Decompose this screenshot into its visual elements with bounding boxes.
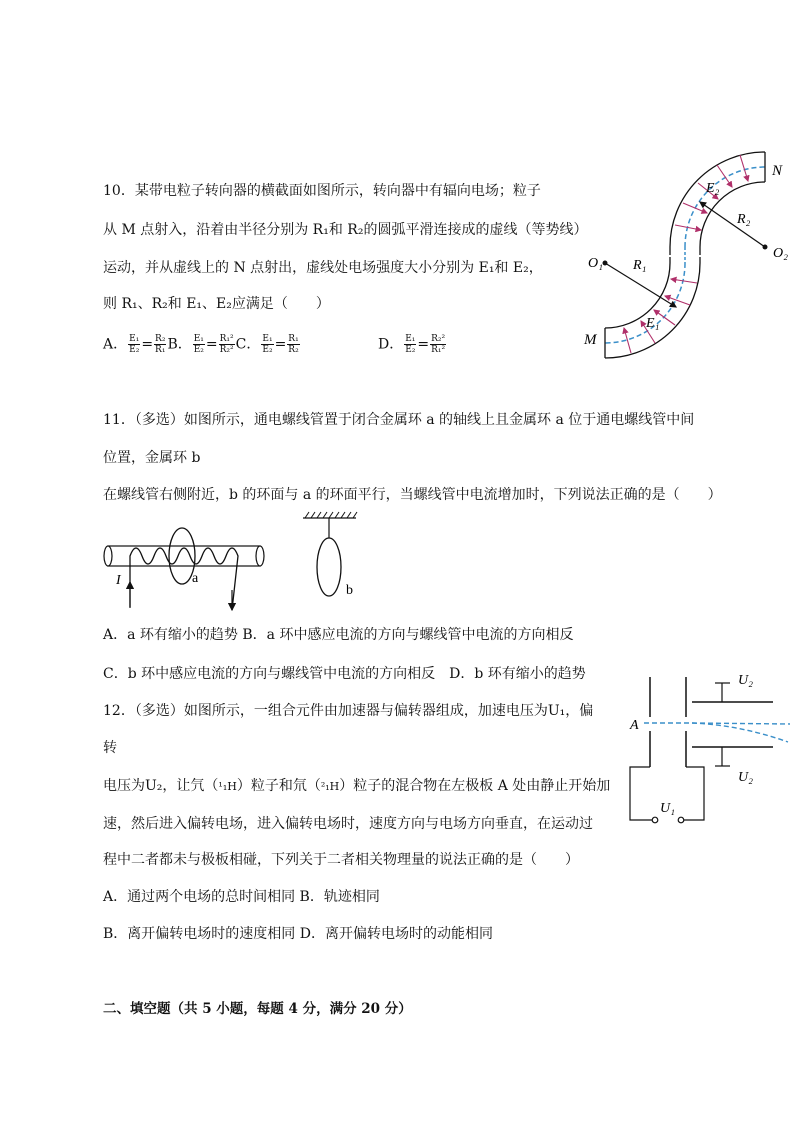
label-R2: R₂ — [737, 212, 751, 227]
eq-sign: = — [274, 336, 287, 353]
label-A: A — [630, 718, 639, 733]
wire-left — [630, 767, 652, 820]
q12-options-ab: A．通过两个电场的总时间相同 B．轨迹相同 — [103, 889, 380, 905]
q10-optD-lhs: $\frac{\text{E₁}}{\text{E₂}}$ — [405, 334, 416, 355]
eq-sign: = — [141, 336, 154, 353]
o2-point — [763, 245, 768, 250]
q10-optD-label: D． — [378, 336, 404, 353]
straight-trajectory — [644, 723, 790, 724]
o1-point — [603, 261, 608, 266]
q12-line5: 程中二者都未与极板相碰，下列关于二者相关物理量的说法正确的是（ ） — [103, 852, 579, 868]
q10-line1: 10．某带电粒子转向器的横截面如图所示，转向器中有辐向电场；粒子 — [103, 183, 541, 199]
q12-line4: 速，然后进入偏转电场，进入偏转电场时，速度方向与电场方向垂直，在运动过 — [103, 816, 593, 832]
lower-arc-outer — [605, 263, 700, 358]
q10-optA-rhs: $\frac{\text{R₂}}{\text{R₁}}$ — [155, 334, 166, 355]
q12-accelerator-figure — [620, 665, 790, 830]
section2-heading: 二、填空题（共 5 小题，每题 4 分，满分 20 分） — [103, 1001, 412, 1017]
q12-line3-c: ）粒子和氘（ — [236, 778, 321, 794]
ceiling-hatch — [305, 512, 357, 518]
isotope-protium: ¹₁H — [218, 780, 237, 793]
eq-sign: = — [205, 336, 218, 353]
lower-arc-dashed — [605, 263, 685, 343]
q10-optA-label: A． — [103, 336, 128, 353]
q11-solenoid-figure — [100, 510, 370, 620]
q10-line3: 运动，并从虚线上的 N 点射出，虚线处电场强度大小分别为 E₁和 E₂， — [103, 260, 543, 276]
solenoid-coil — [130, 548, 238, 610]
q10-option-d — [378, 334, 447, 355]
label-O1: O₁ — [588, 256, 603, 271]
q12-line3-a: 电压为U₂，让氕（ — [103, 778, 219, 794]
q10-optC-rhs: $\frac{\text{R₁}}{\text{R₂}}$ — [288, 334, 299, 355]
label-O2: O₂ — [773, 246, 788, 261]
label-E1: E₁ — [646, 316, 660, 331]
q10-options-abc — [103, 334, 301, 355]
q11-line1: 11．（多选）如图所示，通电螺线管置于闭合金属环 a 的轴线上且金属环 a 位于通电螺线管中间 — [103, 412, 695, 428]
eq-sign: = — [417, 336, 430, 353]
q11-line2: 位置，金属环 b — [103, 450, 201, 466]
terminal-left — [652, 817, 658, 823]
label-a: a — [192, 571, 199, 586]
upper-arc-dashed — [685, 167, 765, 247]
label-N: N — [772, 163, 783, 179]
q10-optC-label: C． — [235, 336, 261, 353]
lower-field-arrows — [624, 279, 697, 353]
q12-line3-e: ）粒子的混合物在左极板 A 处由静止开始加 — [339, 778, 611, 794]
label-R1: R₁ — [633, 258, 647, 273]
q11-line3: 在螺线管右侧附近，b 的环面与 a 的环面平行，当螺线管中电流增加时，下列说法正确的是（ ） — [103, 487, 722, 503]
label-U2-bottom: U₂ — [738, 770, 753, 785]
terminal-right — [678, 817, 684, 823]
ring-b — [317, 538, 341, 596]
q10-deflector-figure — [575, 145, 790, 360]
label-U1: U₁ — [660, 801, 675, 816]
q10-line2: 从 M 点射入，沿着由半径分别为 R₁和 R₂的圆弧平滑连接成的虚线（等势线） — [103, 222, 588, 238]
q10-optB-rhs: $\frac{\text{R₁²}}{\text{R₂²}}$ — [219, 334, 234, 355]
q10-optA-lhs: $\frac{\text{E₁}}{\text{E₂}}$ — [129, 334, 140, 355]
isotope-deuterium: ²₁H — [320, 780, 340, 793]
q12-line2: 转 — [103, 740, 117, 756]
q12-line3 — [103, 776, 610, 797]
q10-optD-rhs: $\frac{\text{R₂²}}{\text{R₁²}}$ — [431, 334, 446, 355]
q10-optC-lhs: $\frac{\text{E₁}}{\text{E₂}}$ — [262, 334, 273, 355]
label-E2: E₂ — [706, 181, 720, 196]
label-M: M — [584, 332, 597, 348]
q12-line1: 12．（多选）如图所示，一组合元件由加速器与偏转器组成，加速电压为U₁，偏 — [103, 703, 594, 719]
curved-trajectory — [692, 723, 788, 742]
label-I: I — [116, 573, 121, 588]
q11-options-ab: A．a 环有缩小的趋势 B．a 环中感应电流的方向与螺线管中电流的方向相反 — [103, 627, 574, 643]
q10-optB-lhs: $\frac{\text{E₁}}{\text{E₂}}$ — [193, 334, 204, 355]
q10-optB-label: B． — [167, 336, 192, 353]
q11-options-cd: C．b 环中感应电流的方向与螺线管中电流的方向相反 D．b 环有缩小的趋势 — [103, 666, 586, 682]
label-b: b — [346, 583, 353, 598]
wire-right — [684, 767, 704, 820]
q10-line4: 则 R₁、R₂和 E₁、E₂应满足（ ） — [103, 296, 330, 312]
q12-options-cd: B．离开偏转电场时的速度相同 D．离开偏转电场时的动能相同 — [103, 926, 493, 942]
label-U2-top: U₂ — [738, 673, 753, 688]
r2-line — [700, 202, 765, 247]
